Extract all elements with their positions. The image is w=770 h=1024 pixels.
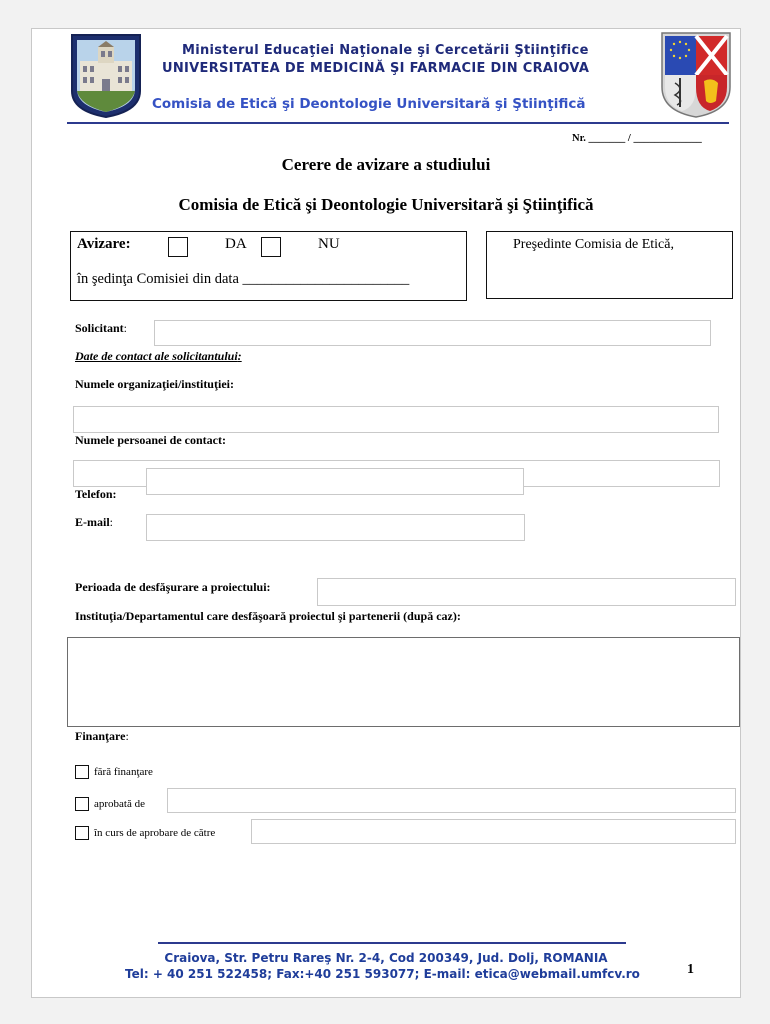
applicant-label bbox=[75, 321, 127, 336]
email-colon: : bbox=[109, 515, 114, 529]
approval-box-2[interactable] bbox=[261, 237, 281, 257]
email-label-text: E-mail bbox=[75, 515, 110, 529]
period-label: Perioada de desfăşurare a proiectului: bbox=[75, 580, 271, 594]
president-box bbox=[486, 231, 733, 299]
organization-label: Numele organizaţiei/instituţiei: bbox=[75, 377, 234, 391]
session-date-text: în şedinţa Comisiei din data _______________________ bbox=[77, 271, 410, 287]
ministry-name: Ministerul Educaţiei Naţionale şi Cercetării Ştiinţifice bbox=[182, 43, 589, 58]
applicant-input[interactable] bbox=[154, 320, 711, 346]
header-rule bbox=[67, 122, 729, 124]
document-page bbox=[31, 28, 741, 998]
funding-pending-input[interactable] bbox=[251, 819, 736, 844]
institution-label: Instituţia/Departamentul care desfăşoară proiectul şi partenerii (după caz): bbox=[75, 609, 461, 623]
organization-input[interactable] bbox=[73, 406, 719, 433]
approval-no-label: NU bbox=[318, 236, 340, 252]
document-title: Cerere de avizare a studiului bbox=[281, 155, 491, 174]
university-building-logo bbox=[70, 33, 142, 119]
footer-address: Craiova, Str. Petru Rareş Nr. 2-4, Cod 200349, Jud. Dolj, ROMANIA bbox=[164, 951, 608, 965]
funding-approved-checkbox[interactable] bbox=[75, 797, 89, 811]
funding-none-label: fără finanţare bbox=[94, 766, 153, 778]
commission-name: Comisia de Etică şi Deontologie Universitară şi Ştiinţifică bbox=[152, 96, 586, 112]
funding-none-checkbox[interactable] bbox=[75, 765, 89, 779]
period-input[interactable] bbox=[317, 578, 736, 606]
approval-yes-label: DA bbox=[225, 236, 247, 252]
email-label bbox=[75, 515, 113, 530]
contact-person-label: Numele persoanei de contact: bbox=[75, 433, 226, 447]
approval-box bbox=[70, 231, 467, 301]
funding-approved-label: aprobată de bbox=[94, 798, 145, 810]
email-input[interactable] bbox=[146, 514, 525, 541]
funding-label bbox=[75, 729, 129, 744]
approval-box-1[interactable] bbox=[168, 237, 188, 257]
president-label: Preşedinte Comisia de Etică, bbox=[513, 237, 674, 252]
funding-approved-input[interactable] bbox=[167, 788, 736, 813]
footer-rule bbox=[158, 942, 626, 944]
applicant-label-text: Solicitant bbox=[75, 321, 124, 335]
document-subtitle: Comisia de Etică şi Deontologie Universitară şi Ştiinţifică bbox=[178, 195, 594, 214]
page-number: 1 bbox=[687, 962, 694, 977]
funding-colon: : bbox=[125, 729, 129, 743]
applicant-colon: : bbox=[123, 321, 128, 335]
contact-heading-text: Date de contact ale solicitantului bbox=[75, 349, 238, 363]
funding-pending-checkbox[interactable] bbox=[75, 826, 89, 840]
funding-pending-label: în curs de aprobare de către bbox=[94, 827, 216, 839]
institution-textarea[interactable] bbox=[67, 637, 740, 727]
funding-label-text: Finanţare bbox=[75, 729, 126, 743]
university-name: UNIVERSITATEA DE MEDICINĂ ŞI FARMACIE DIN CRAIOVA bbox=[162, 61, 590, 76]
contact-heading-colon: : bbox=[237, 349, 242, 363]
document-number: Nr. _______ / _____________ bbox=[572, 133, 702, 144]
contact-heading bbox=[75, 349, 242, 364]
footer-contact: Tel: + 40 251 522458; Fax:+40 251 593077; E-mail: etica@webmail.umfcv.ro bbox=[125, 967, 640, 981]
phone-input[interactable] bbox=[146, 468, 524, 495]
phone-label: Telefon: bbox=[75, 487, 117, 501]
umf-crest-logo bbox=[660, 31, 732, 119]
approval-label: Avizare: bbox=[77, 236, 131, 252]
